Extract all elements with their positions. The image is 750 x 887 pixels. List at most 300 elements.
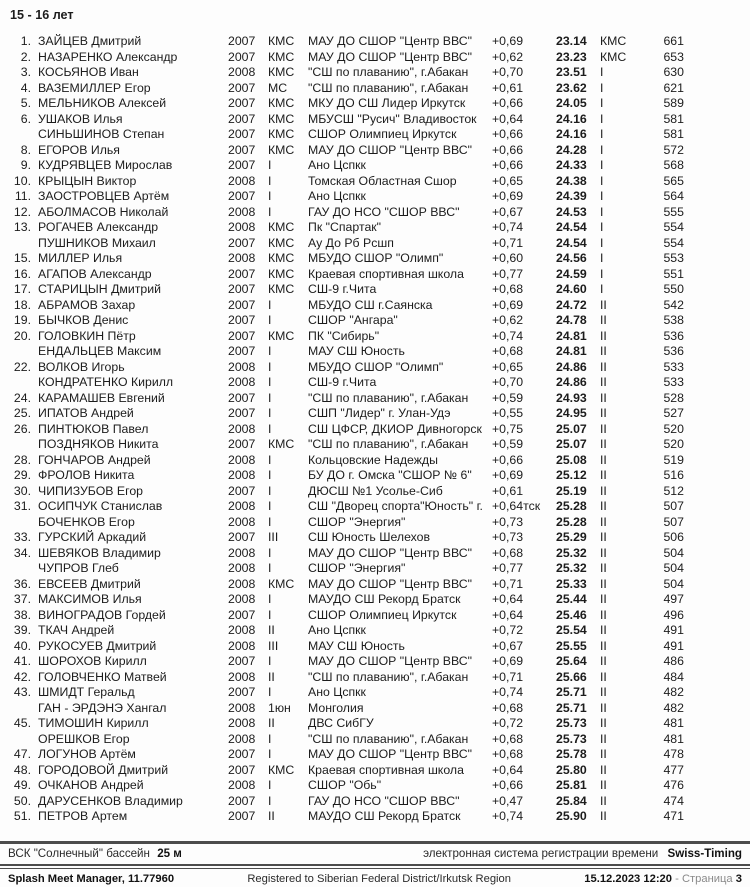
athlete-name: НАЗАРЕНКО Александр (38, 49, 178, 64)
table-row (0, 220, 750, 236)
result-time: 24.54 (556, 235, 587, 250)
athlete-name: МАКСИМОВ Илья (38, 592, 142, 606)
table-row (0, 267, 750, 283)
athlete-name: ШМИДТ Геральд (38, 685, 135, 699)
achieved-rank: II (600, 452, 607, 467)
place-cell: 49. (13, 778, 31, 792)
result-time: 24.78 (556, 313, 587, 327)
result-time: 24.56 (556, 251, 587, 265)
reaction-time: +0,77 (492, 561, 524, 575)
result-time: 24.53 (556, 204, 587, 219)
club-name: СШ-9 г.Чита (308, 282, 377, 296)
result-time: 25.12 (556, 468, 587, 482)
table-row (0, 732, 750, 748)
table-row (0, 484, 750, 500)
table-row (0, 809, 750, 825)
place-cell: 22. (13, 359, 31, 374)
table-row (0, 592, 750, 608)
entry-rank: I (268, 499, 272, 513)
place-cell: 40. (13, 638, 31, 653)
achieved-rank: I (600, 96, 604, 110)
place-cell: 30. (13, 483, 31, 498)
birth-year: 2008 (228, 623, 256, 637)
page-footer (0, 841, 750, 885)
result-time: 24.86 (556, 375, 587, 389)
club-name: СШОР Олимпиец Иркутск (308, 127, 457, 141)
result-time: 24.16 (556, 127, 587, 141)
place-cell: 6. (20, 111, 31, 126)
club-name: МАУДО СШ Рекорд Братск (308, 809, 461, 823)
birth-year: 2007 (228, 607, 256, 622)
print-datetime: 15.12.2023 12:20 (584, 873, 672, 885)
page-label: - Страница (675, 873, 733, 885)
result-time: 24.95 (556, 406, 587, 420)
entry-rank: I (268, 483, 272, 498)
table-row (0, 530, 750, 546)
birth-year: 2008 (228, 638, 256, 653)
points: 516 (663, 468, 684, 482)
club-name: МАУ ДО СШОР "Центр ВВС" (308, 576, 472, 591)
birth-year: 2007 (228, 127, 256, 141)
birth-year: 2008 (228, 561, 256, 575)
athlete-name: КАРАМАШЕВ Евгений (38, 390, 165, 405)
athlete-name: ПОЗДНЯКОВ Никита (38, 437, 159, 451)
entry-rank: МС (268, 80, 288, 95)
entry-rank: I (268, 793, 272, 808)
entry-rank: КМС (268, 762, 295, 777)
table-row (0, 794, 750, 810)
place-cell: 50. (13, 793, 31, 808)
club-name: МБУСШ "Русич" Владивосток (308, 111, 477, 126)
place-cell: 38. (13, 607, 31, 622)
place-cell: 4. (20, 80, 31, 95)
athlete-name: ГАН - ЭРДЭНЭ Хангал (38, 700, 167, 715)
place-cell: 18. (13, 297, 31, 312)
achieved-rank: II (600, 809, 607, 823)
place-cell: 39. (13, 623, 31, 637)
athlete-name: АБРАМОВ Захар (38, 297, 136, 312)
points: 496 (663, 607, 684, 622)
athlete-name: ТИМОШИН Кирилл (38, 716, 149, 730)
table-row (0, 298, 750, 314)
athlete-name: ЕГОРОВ Илья (38, 142, 120, 157)
place-cell: 51. (13, 809, 31, 823)
points: 565 (663, 173, 684, 188)
points: 533 (663, 375, 684, 389)
entry-rank: III (268, 638, 279, 653)
result-time: 23.14 (556, 34, 587, 48)
achieved-rank: II (600, 592, 607, 606)
entry-rank: КМС (268, 111, 295, 126)
birth-year: 2007 (228, 483, 256, 498)
result-time: 25.32 (556, 545, 587, 560)
place-cell: 20. (13, 328, 31, 343)
entry-rank: I (268, 747, 272, 761)
athlete-name: АБОЛМАСОВ Николай (38, 204, 169, 219)
club-name: МАУ ДО СШОР "Центр ВВС" (308, 654, 472, 668)
achieved-rank: II (600, 530, 607, 544)
entry-rank: II (268, 623, 275, 637)
points: 506 (663, 530, 684, 544)
birth-year: 2007 (228, 437, 256, 451)
entry-rank: II (268, 716, 275, 730)
result-time: 25.54 (556, 623, 587, 637)
result-time: 25.08 (556, 452, 587, 467)
points: 621 (663, 80, 684, 95)
entry-rank: I (268, 204, 272, 219)
club-name: СШОР "Энергия" (308, 561, 406, 575)
points: 471 (663, 809, 684, 823)
points: 653 (663, 49, 684, 64)
points: 551 (663, 266, 684, 281)
result-time: 24.81 (556, 344, 587, 358)
entry-rank: I (268, 173, 272, 188)
club-name: СШ ЦФСР, ДКИОР Дивногорск (308, 421, 482, 436)
app-version: Splash Meet Manager, 11.77960 (8, 873, 175, 885)
club-name: СШОР "Обь" (308, 778, 382, 792)
birth-year: 2008 (228, 421, 256, 436)
reaction-time: +0,70 (492, 375, 524, 389)
result-time: 25.29 (556, 530, 587, 544)
achieved-rank: II (600, 483, 607, 498)
birth-year: 2007 (228, 142, 256, 157)
achieved-rank: II (600, 762, 607, 777)
achieved-rank: I (600, 204, 604, 219)
points: 554 (663, 235, 684, 250)
points: 554 (663, 220, 684, 234)
entry-rank: I (268, 297, 272, 312)
achieved-rank: I (600, 235, 604, 250)
athlete-name: ВАЗЕМИЛЛЕР Егор (38, 80, 151, 95)
points: 533 (663, 359, 684, 374)
table-row (0, 716, 750, 732)
place-cell: 36. (13, 576, 31, 591)
achieved-rank: I (600, 173, 604, 188)
reaction-time: +0,73 (492, 530, 524, 544)
achieved-rank: II (600, 669, 607, 684)
athlete-name: ЛОГУНОВ Артём (38, 747, 136, 761)
achieved-rank: II (600, 638, 607, 653)
birth-year: 2007 (228, 266, 256, 281)
birth-year: 2007 (228, 762, 256, 777)
result-time: 24.16 (556, 111, 587, 126)
result-time: 23.23 (556, 49, 587, 64)
achieved-rank: I (600, 111, 604, 126)
result-time: 25.71 (556, 700, 587, 715)
club-name: СШП "Лидер" г. Улан-Удэ (308, 406, 451, 420)
athlete-name: КУДРЯВЦЕВ Мирослав (38, 158, 173, 172)
club-name: Ау До Рб Рсшп (308, 235, 394, 250)
athlete-name: ВИНОГРАДОВ Гордей (38, 607, 166, 622)
table-row (0, 391, 750, 407)
athlete-name: ЗАЙЦЕВ Дмитрий (38, 34, 142, 48)
page-number: 3 (735, 873, 742, 885)
entry-rank: I (268, 158, 272, 172)
table-row (0, 639, 750, 655)
achieved-rank: I (600, 127, 604, 141)
club-name: Ано Цспкк (308, 158, 366, 172)
table-row (0, 360, 750, 376)
reaction-time: +0,66 (492, 452, 524, 467)
result-time: 24.93 (556, 390, 587, 405)
achieved-rank: II (600, 375, 607, 389)
entry-rank: КМС (268, 49, 295, 64)
reaction-time: +0,69 (492, 468, 524, 482)
table-row (0, 127, 750, 143)
table-row (0, 437, 750, 453)
achieved-rank: II (600, 514, 607, 529)
birth-year: 2007 (228, 34, 256, 48)
table-row (0, 112, 750, 128)
achieved-rank: I (600, 266, 604, 281)
place-cell: 33. (13, 530, 31, 544)
table-row (0, 174, 750, 190)
club-name: "СШ по плаванию", г.Абакан (308, 390, 469, 405)
table-row (0, 251, 750, 267)
birth-year: 2008 (228, 220, 256, 234)
entry-rank: I (268, 375, 272, 389)
timing-info (423, 847, 742, 860)
birth-year: 2007 (228, 530, 256, 544)
birth-year: 2008 (228, 65, 256, 79)
result-time: 25.55 (556, 638, 587, 653)
points: 491 (663, 638, 684, 653)
table-row (0, 468, 750, 484)
entry-rank: I (268, 731, 272, 746)
place-cell: 28. (13, 452, 31, 467)
reaction-time: +0,68 (492, 344, 524, 358)
table-row (0, 422, 750, 438)
place-cell: 48. (13, 762, 31, 777)
athlete-name: МИЛЛЕР Илья (38, 251, 123, 265)
place-cell: 34. (13, 545, 31, 560)
achieved-rank: II (600, 700, 607, 715)
birth-year: 2008 (228, 700, 256, 715)
reaction-time: +0,71 (492, 235, 524, 250)
table-row (0, 313, 750, 329)
entry-rank: КМС (268, 65, 295, 79)
table-row (0, 515, 750, 531)
birth-year: 2008 (228, 778, 256, 792)
table-row (0, 546, 750, 562)
reaction-time: +0,74 (492, 220, 524, 234)
result-time: 25.07 (556, 437, 587, 451)
result-time: 25.73 (556, 716, 587, 730)
achieved-rank: II (600, 313, 607, 327)
place-cell: 13. (13, 220, 31, 234)
club-name: МАУ ДО СШОР "Центр ВВС" (308, 142, 472, 157)
birth-year: 2007 (228, 328, 256, 343)
points: 482 (663, 685, 684, 699)
birth-year: 2008 (228, 359, 256, 374)
result-time: 25.73 (556, 731, 587, 746)
entry-rank: II (268, 669, 275, 684)
athlete-name: КОНДРАТЕНКО Кирилл (38, 375, 174, 389)
achieved-rank: I (600, 220, 604, 234)
result-time: 24.72 (556, 297, 587, 312)
club-name: СШОР "Ангара" (308, 313, 398, 327)
birth-year: 2007 (228, 313, 256, 327)
entry-rank: I (268, 545, 272, 560)
birth-year: 2008 (228, 545, 256, 560)
achieved-rank: I (600, 142, 604, 157)
table-row (0, 344, 750, 360)
athlete-name: ВОЛКОВ Игорь (38, 359, 125, 374)
points: 528 (663, 390, 684, 405)
place-cell: 24. (13, 390, 31, 405)
club-name: Томская Областная Сшор (308, 173, 457, 188)
result-time: 25.90 (556, 809, 587, 823)
club-name: "СШ по плаванию", г.Абакан (308, 731, 469, 746)
club-name: ГАУ ДО НСО "СШОР ВВС" (308, 793, 460, 808)
reaction-time: +0,70 (492, 65, 524, 79)
birth-year: 2007 (228, 406, 256, 420)
points: 630 (663, 65, 684, 79)
club-name: ДВС СибГУ (308, 716, 374, 730)
athlete-name: СИНЬШИНОВ Степан (38, 127, 165, 141)
birth-year: 2008 (228, 576, 256, 591)
reaction-time: +0,75 (492, 421, 524, 436)
birth-year: 2007 (228, 654, 256, 668)
points: 520 (663, 421, 684, 436)
place-cell: 29. (13, 468, 31, 482)
club-name: Краевая спортивная школа (308, 762, 464, 777)
result-time: 23.62 (556, 80, 587, 95)
place-cell: 17. (13, 282, 31, 296)
athlete-name: КОСЬЯНОВ Иван (38, 65, 139, 79)
table-row (0, 499, 750, 515)
venue-info (8, 847, 182, 860)
reaction-time: +0,77 (492, 266, 524, 281)
place-cell: 45. (13, 716, 31, 730)
club-name: Ано Цспкк (308, 685, 366, 699)
entry-rank: I (268, 189, 272, 203)
points: 538 (663, 313, 684, 327)
entry-rank: I (268, 685, 272, 699)
timing-brand: Swiss-Timing (667, 847, 742, 860)
club-name: СШОР Олимпиец Иркутск (308, 607, 457, 622)
table-row (0, 329, 750, 345)
entry-rank: 1юн (268, 700, 291, 715)
reaction-time: +0,69 (492, 297, 524, 312)
result-time: 24.28 (556, 142, 587, 157)
reaction-time: +0,64 (492, 762, 524, 777)
result-time: 25.71 (556, 685, 587, 699)
reaction-time: +0,68 (492, 747, 524, 761)
achieved-rank: II (600, 328, 607, 343)
athlete-name: ЗАОСТРОВЦЕВ Артём (38, 189, 170, 203)
table-row (0, 375, 750, 391)
reaction-time: +0,62 (492, 49, 524, 64)
result-time: 24.33 (556, 158, 587, 172)
birth-year: 2008 (228, 669, 256, 684)
achieved-rank: II (600, 297, 607, 312)
achieved-rank: I (600, 189, 604, 203)
table-row (0, 608, 750, 624)
birth-year: 2007 (228, 793, 256, 808)
points: 512 (663, 483, 684, 498)
entry-rank: КМС (268, 127, 295, 141)
reaction-time: +0,64 (492, 592, 524, 606)
table-row (0, 50, 750, 66)
club-name: "СШ по плаванию", г.Абакан (308, 669, 469, 684)
table-row (0, 189, 750, 205)
birth-year: 2008 (228, 499, 256, 513)
athlete-name: ГУРСКИЙ Аркадий (38, 530, 147, 544)
club-name: "СШ по плаванию", г.Абакан (308, 80, 469, 95)
result-time: 25.64 (556, 654, 587, 668)
result-time: 24.60 (556, 282, 587, 296)
points: 486 (663, 654, 684, 668)
reaction-time: +0,55 (492, 406, 524, 420)
venue-name: ВСК "Солнечный" бассейн (8, 847, 150, 860)
table-row (0, 205, 750, 221)
reaction-time: +0,59 (492, 437, 524, 451)
club-name: "СШ по плаванию", г.Абакан (308, 65, 469, 79)
reaction-time: +0,68 (492, 545, 524, 560)
points: 661 (663, 34, 684, 48)
result-time: 25.81 (556, 778, 587, 792)
athlete-name: ГОЛОВКИН Пётр (38, 328, 136, 343)
table-row (0, 236, 750, 252)
birth-year: 2007 (228, 297, 256, 312)
points: 474 (663, 793, 684, 808)
club-name: СШ "Дворец спорта"Юность" г. (308, 499, 483, 513)
points: 589 (663, 96, 684, 110)
points: 550 (663, 282, 684, 296)
achieved-rank: II (600, 793, 607, 808)
achieved-rank: II (600, 406, 607, 420)
club-name: МАУ СШ Юность (308, 344, 405, 358)
entry-rank: КМС (268, 251, 295, 265)
points: 507 (663, 499, 684, 513)
club-name: СШ Юность Шелехов (308, 530, 431, 544)
athlete-name: ОЧКАНОВ Андрей (38, 778, 144, 792)
place-cell: 1. (20, 34, 31, 48)
birth-year: 2007 (228, 111, 256, 126)
achieved-rank: II (600, 576, 607, 591)
result-time: 25.80 (556, 762, 587, 777)
birth-year: 2008 (228, 204, 256, 219)
club-name: МАУ ДО СШОР "Центр ВВС" (308, 545, 472, 560)
result-time: 24.81 (556, 328, 587, 343)
result-time: 24.05 (556, 96, 587, 110)
athlete-name: ЧИПИЗУБОВ Егор (38, 483, 144, 498)
results-table (0, 34, 750, 825)
entry-rank: I (268, 406, 272, 420)
entry-rank: I (268, 654, 272, 668)
achieved-rank: II (600, 437, 607, 451)
reaction-time: +0,65 (492, 173, 524, 188)
points: 536 (663, 344, 684, 358)
points: 477 (663, 762, 684, 777)
achieved-rank: I (600, 80, 604, 95)
birth-year: 2007 (228, 189, 256, 203)
table-row (0, 158, 750, 174)
entry-rank: КМС (268, 266, 295, 281)
reaction-time: +0,61 (492, 80, 524, 95)
timing-system-label: электронная система регистрации времени (423, 847, 659, 860)
points: 507 (663, 514, 684, 529)
points: 481 (663, 716, 684, 730)
result-time: 25.07 (556, 421, 587, 436)
birth-year: 2008 (228, 716, 256, 730)
points: 581 (663, 127, 684, 141)
result-time: 25.44 (556, 592, 587, 606)
points: 568 (663, 158, 684, 172)
reaction-time: +0,74 (492, 809, 524, 823)
table-row (0, 685, 750, 701)
